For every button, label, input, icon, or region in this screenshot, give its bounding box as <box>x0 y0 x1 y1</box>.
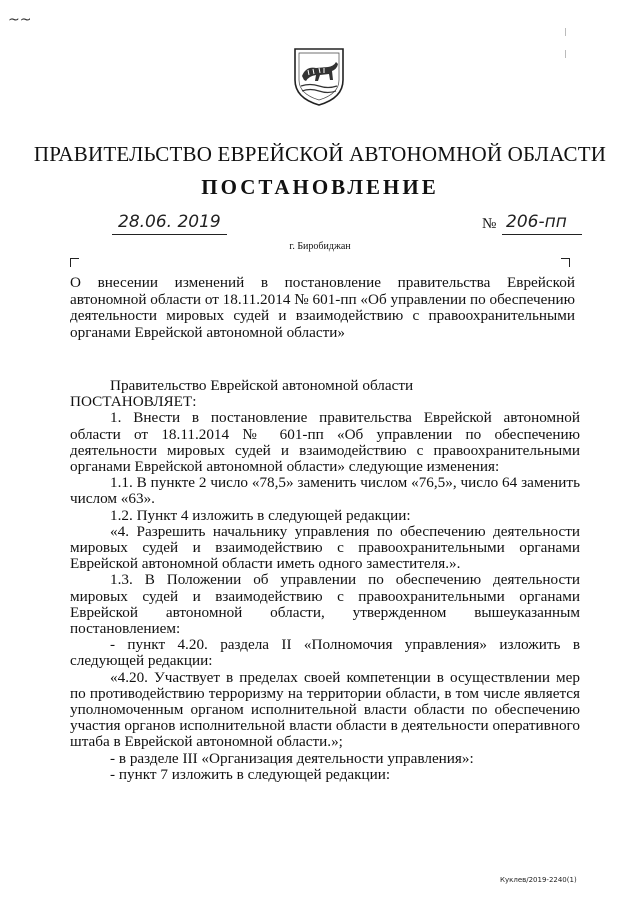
date-field <box>112 212 227 235</box>
document-type: ПОСТАНОВЛЕНИЕ <box>201 175 439 199</box>
number-sign: № <box>482 216 497 232</box>
paragraph-quote-4: «4. Разрешить начальнику управления по обеспечению деятельности мировых судей и взаимодействию с правоохранительными органами Еврейской автономной области иметь одного заместителя.». <box>70 522 580 573</box>
tiger-coat-of-arms-icon <box>292 46 346 108</box>
footer-code: Куклев/2019-2240(1) <box>500 876 577 884</box>
subject-bracket-right <box>561 258 570 267</box>
paragraph-item-4-20: - пункт 4.20. раздела II «Полномочия управления» изложить в следующей редакции: <box>70 636 580 670</box>
paragraph-quote-4-20: «4.20. Участвует в пределах своей компетенции в осуществлении мер по противодействию терроризму на территории области, в том числе является уполномоченным органом исполнительной власти области по обеспечению участия органов исполнительной власти области в деятельности оперативного штаба в Еврейской автономной области.»; <box>70 668 580 751</box>
paragraph-1-3: 1.3. В Положении об управлении по обеспечению деятельности мировых судей и взаимодействию с правоохранительными органами Еврейской автономной области, утвержденном вышеуказанным постановлением: <box>70 571 580 638</box>
subject-text: О внесении изменений в постановление правительства Еврейской автономной области от 18.11.2014 № 601-пп «Об управлении по обеспечению деятельности мировых судей и взаимодействию с правоохранительными органами Еврейской автономной области» <box>70 274 575 341</box>
paragraph-item-7: - пункт 7 изложить в следующей редакции: <box>110 765 391 783</box>
number-field <box>482 212 582 234</box>
paragraph-1-2: 1.2. Пункт 4 изложить в следующей редакции: <box>110 506 411 524</box>
city-label: г. Биробиджан <box>289 241 351 252</box>
paragraph-1-1: 1.1. В пункте 2 число «78,5» заменить числом «76,5», число 64 заменить числом «63». <box>70 474 580 508</box>
paragraph-1: 1. Внести в постановление правительства Еврейской автономной области от 18.11.2014 № 601-пп «Об управлении по обеспечению деятельности мировых судей и взаимодействию с правоохранительными органами Еврейской автономной области» следующие изменения: <box>70 409 580 476</box>
number-underline <box>502 212 582 235</box>
scan-margin-mark <box>565 28 566 36</box>
intro-line: Правительство Еврейской автономной области <box>110 377 414 394</box>
paragraph-section-3: - в разделе III «Организация деятельности управления»: <box>110 749 474 767</box>
subject-bracket-left <box>70 258 79 267</box>
scan-mark: ~~ <box>8 12 32 28</box>
resolves-line: ПОСТАНОВЛЯЕТ: <box>70 393 197 411</box>
government-title: ПРАВИТЕЛЬСТВО ЕВРЕЙСКОЙ АВТОНОМНОЙ ОБЛАСТИ <box>33 142 607 166</box>
number-value: 206-пп <box>506 212 567 232</box>
scan-margin-mark <box>565 50 566 58</box>
document-body <box>70 378 580 783</box>
date-value: 28.06. 2019 <box>118 212 221 232</box>
